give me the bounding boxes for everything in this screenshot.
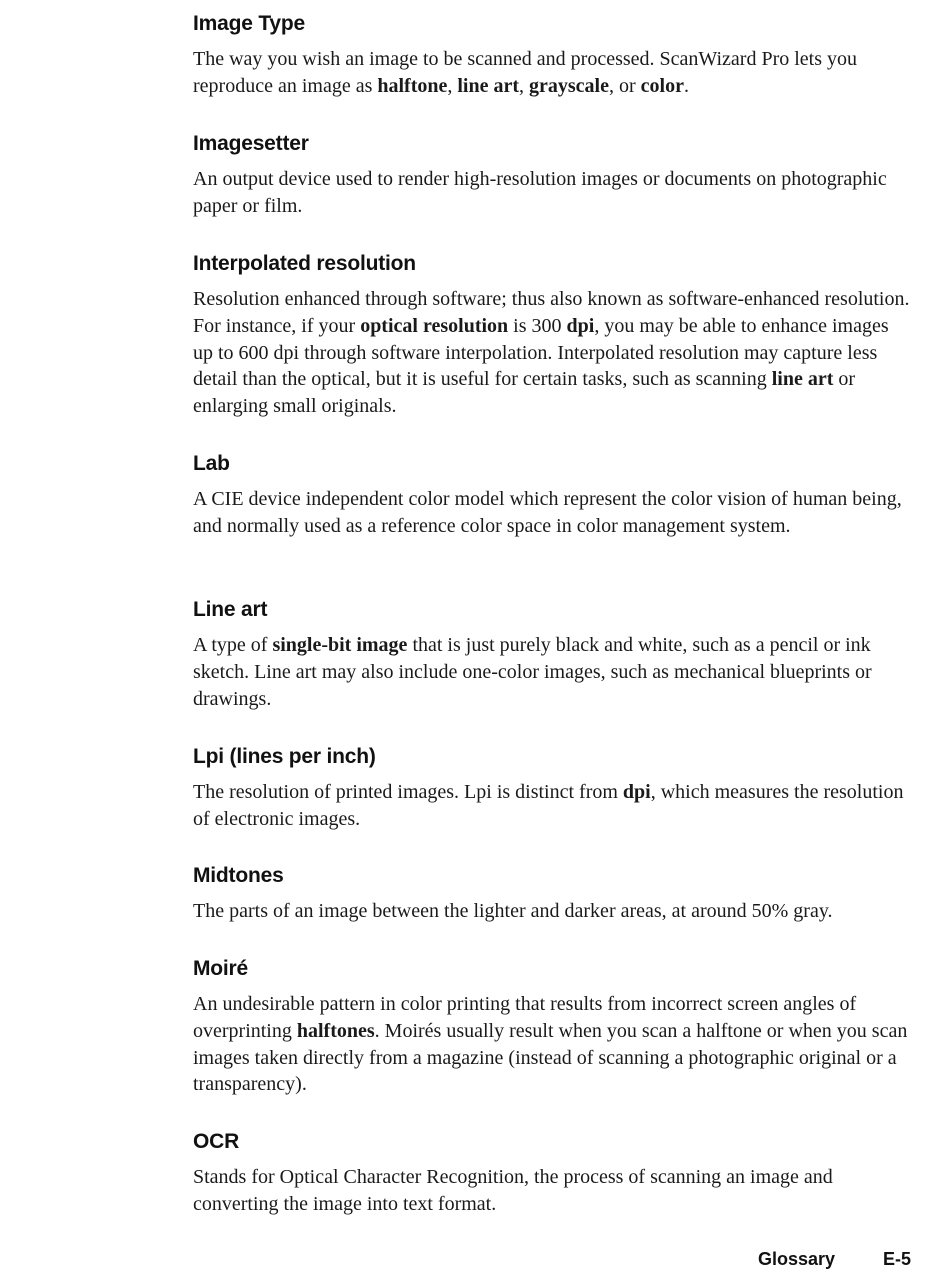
definition-text: An output device used to render high-resolution images or documents on photographic paper or film. [193, 168, 887, 217]
cross-reference-term: dpi [622, 781, 651, 803]
cross-reference-term: dpi [566, 314, 595, 337]
entry-interpolated-resolution [193, 251, 913, 420]
definition-text: or enlarging small originals. [193, 368, 856, 418]
definition-text: that is just purely black and white, such as a pencil or ink sketch. Line art may also include one-color images, such as mechanical blueprints or drawings. [193, 634, 872, 710]
glossary-definition [193, 898, 833, 925]
glossary-term: Moiré [193, 957, 249, 980]
cross-reference-term: optical resolution [360, 314, 509, 337]
glossary-definition [193, 46, 913, 100]
glossary-term: OCR [193, 1130, 240, 1153]
entry-imagesetter [193, 131, 913, 220]
entry-lab [193, 451, 913, 540]
definition-text: Resolution enhanced through software; thus also known as software-enhanced resolution. For instance, if your [193, 288, 910, 337]
glossary-definition [193, 632, 913, 712]
entry-midtones [193, 863, 833, 925]
glossary-definition [193, 166, 913, 220]
cross-reference-term: single-bit image [272, 634, 408, 656]
definition-text: Stands for Optical Character Recognition, the process of scanning an image and converting the image into text format. [193, 1166, 833, 1215]
definition-text: , which measures the resolution of electronic images. [193, 781, 904, 830]
definition-text: . [683, 74, 689, 97]
cross-reference-term: color [640, 74, 684, 97]
definition-text: is 300 [508, 314, 567, 337]
cross-reference-term: line art [771, 368, 834, 391]
glossary-definition [193, 1164, 913, 1218]
definition-text: The resolution of printed images. Lpi is distinct from [193, 781, 623, 803]
entry-image-type [193, 11, 913, 100]
glossary-definition [193, 991, 913, 1098]
glossary-term: Image Type [193, 12, 305, 35]
glossary-term: Midtones [193, 864, 284, 887]
definition-text: , [519, 74, 530, 97]
glossary-definition [193, 779, 913, 833]
definition-text: A CIE device independent color model which represent the color vision of human being, and normally used as a reference color space in color management system. [193, 488, 902, 537]
definition-text: , [447, 74, 458, 97]
definition-text: , or [609, 74, 641, 97]
glossary-term: Lab [193, 452, 230, 475]
cross-reference-term: line art [457, 74, 520, 97]
definition-text: The way you wish an image to be scanned and processed. ScanWizard Pro lets you reproduce an image as [193, 48, 858, 97]
definition-text: , you may be able to enhance images up to 600 dpi through software interpolation. Interpolated resolution may capture less detail than the optical, but it is useful for certain tasks, such as scanning [193, 314, 889, 391]
definition-text: A type of [193, 634, 273, 656]
glossary-term: Imagesetter [193, 132, 309, 155]
glossary-term: Interpolated resolution [193, 252, 416, 275]
footer-section: Glossary [758, 1249, 836, 1269]
entry-moire [193, 956, 913, 1098]
page-number: E-5 [883, 1249, 912, 1269]
glossary-term: Line art [193, 598, 268, 621]
definition-text: An undesirable pattern in color printing that results from incorrect screen angles of overprinting [193, 993, 857, 1042]
cross-reference-term: halftones [296, 1019, 375, 1042]
glossary-definition [193, 486, 913, 540]
page-footer [758, 1249, 911, 1270]
cross-reference-term: halftone [377, 74, 448, 97]
entry-line-art [193, 597, 913, 712]
definition-text: . Moirés usually result when you scan a halftone or when you scan images taken directly from a magazine (instead of scanning a photographic original or a transparency). [193, 1019, 908, 1096]
glossary-definition [193, 286, 913, 420]
entry-lpi [193, 744, 913, 833]
entry-ocr [193, 1129, 913, 1218]
glossary-term: Lpi (lines per inch) [193, 745, 376, 768]
definition-text: The parts of an image between the lighter and darker areas, at around 50% gray. [193, 900, 833, 922]
cross-reference-term: grayscale [529, 74, 609, 97]
